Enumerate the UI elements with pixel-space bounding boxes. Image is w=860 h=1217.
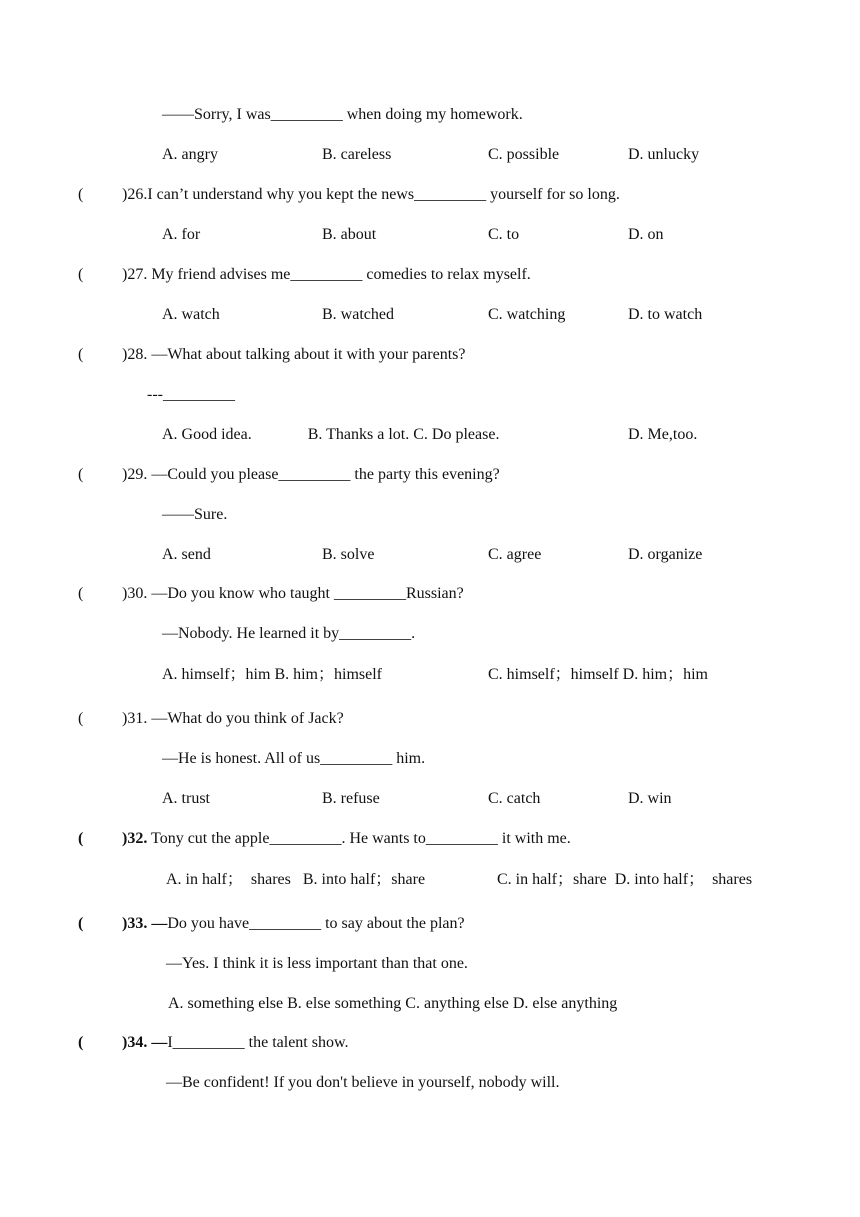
q31-option-c: C. catch <box>488 790 541 807</box>
q28-question: )28. —What about talking about it with your parents? <box>122 346 466 363</box>
q30-reply: —Nobody. He learned it by_________. <box>162 625 416 642</box>
q27-option-a: A. watch <box>162 306 220 323</box>
q30-options-cd: C. himself；himself D. him；him <box>488 666 708 683</box>
q28-paren: ( <box>78 346 84 363</box>
q25-option-c: C. possible <box>488 146 560 163</box>
q31-reply: —He is honest. All of us_________ him. <box>162 750 426 767</box>
q34-text: I_________ the talent show. <box>167 1034 349 1051</box>
q28-option-d: D. Me,too. <box>628 426 698 443</box>
q29-option-b: B. solve <box>322 546 375 563</box>
q34-paren: ( <box>78 1034 84 1051</box>
q34-reply: —Be confident! If you don't believe in yourself, nobody will. <box>166 1074 560 1091</box>
q31-option-d: D. win <box>628 790 672 807</box>
q28-reply: ---_________ <box>147 386 235 403</box>
q33-paren: ( <box>78 915 84 932</box>
q32-question <box>122 829 571 849</box>
q26-option-b: B. about <box>322 226 377 243</box>
q32-options-cd: C. in half；share D. into half； shares <box>497 871 753 888</box>
q29-paren: ( <box>78 466 84 483</box>
q33-number: )33. — <box>122 915 168 932</box>
q25-option-b: B. careless <box>322 146 392 163</box>
q27-paren: ( <box>78 266 84 283</box>
q29-option-d: D. organize <box>628 546 703 563</box>
q29-option-c: C. agree <box>488 546 542 563</box>
q27-option-b: B. watched <box>322 306 394 323</box>
q33-reply: —Yes. I think it is less important than that one. <box>166 955 468 972</box>
q33-text: Do you have_________ to say about the plan? <box>167 915 465 932</box>
q31-option-b: B. refuse <box>322 790 380 807</box>
q27-option-d: D. to watch <box>628 306 703 323</box>
q26-option-d: D. on <box>628 226 664 243</box>
q34-question <box>122 1033 348 1053</box>
q32-paren: ( <box>78 830 84 847</box>
q26-paren: ( <box>78 186 84 203</box>
q32-options-ab: A. in half； shares B. into half；share <box>166 871 426 888</box>
q26-option-a: A. for <box>162 226 201 243</box>
q30-options-ab: A. himself；him B. him；himself <box>162 666 382 683</box>
q28-options-abc: A. Good idea. B. Thanks a lot. C. Do please. <box>162 426 500 443</box>
q29-option-a: A. send <box>162 546 211 563</box>
q34-number: )34. — <box>122 1034 168 1051</box>
q33-options: A. something else B. else something C. anything else D. else anything <box>168 995 618 1012</box>
q30-paren: ( <box>78 585 84 602</box>
q25-option-d: D. unlucky <box>628 146 700 163</box>
q31-option-a: A. trust <box>162 790 210 807</box>
q26-option-c: C. to <box>488 226 520 243</box>
q31-question: )31. —What do you think of Jack? <box>122 710 344 727</box>
q29-reply: ——Sure. <box>162 506 228 523</box>
q27-option-c: C. watching <box>488 306 566 323</box>
q25-reply: ——Sorry, I was_________ when doing my homework. <box>162 106 523 123</box>
q33-question <box>122 914 465 934</box>
q27-question: )27. My friend advises me_________ comedies to relax myself. <box>122 266 531 283</box>
q32-number: )32. <box>122 830 148 847</box>
q25-option-a: A. angry <box>162 146 218 163</box>
q30-question: )30. —Do you know who taught _________Russian? <box>122 585 464 602</box>
q26-question: )26.I can’t understand why you kept the news_________ yourself for so long. <box>122 186 620 203</box>
q31-paren: ( <box>78 710 84 727</box>
q29-question: )29. —Could you please_________ the party this evening? <box>122 466 500 483</box>
q32-text: Tony cut the apple_________. He wants to_________ it with me. <box>147 830 571 847</box>
